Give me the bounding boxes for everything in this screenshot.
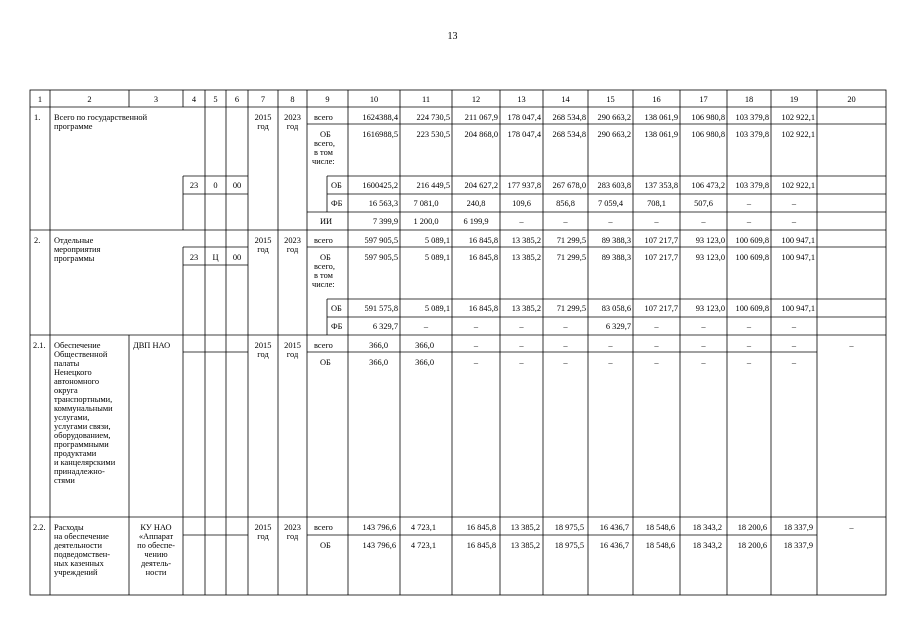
- value-cell: –: [849, 523, 854, 532]
- value-cell: –: [519, 322, 524, 331]
- value-cell: 16 845,8: [466, 541, 496, 550]
- value-cell: 100 609,8: [735, 304, 769, 313]
- value-cell: –: [701, 322, 706, 331]
- executor-line: «Аппарат: [138, 532, 174, 541]
- value-cell: 211 067,9: [464, 113, 498, 122]
- value-cell: 204 868,0: [464, 130, 498, 139]
- row-name-line: подведомствен-: [54, 550, 111, 559]
- header-cell: 7: [260, 95, 266, 104]
- value-cell: 16 436,7: [599, 541, 629, 550]
- value-cell: 6 329,7: [605, 322, 631, 331]
- value-cell: 16 436,7: [599, 523, 629, 532]
- value-cell: –: [791, 199, 797, 208]
- value-cell: 507,6: [694, 199, 713, 208]
- value-cell: –: [473, 341, 479, 350]
- value-cell: 6 199,9: [463, 217, 489, 226]
- header-cell: 14: [561, 95, 570, 104]
- value-cell: 93 123,0: [695, 304, 725, 313]
- executor-cell: ДВП НАО: [133, 341, 171, 350]
- value-cell: 591 575,8: [364, 304, 398, 313]
- source-cell: ОБ: [331, 304, 342, 313]
- value-cell: –: [791, 358, 797, 367]
- value-cell: 16 845,8: [468, 304, 498, 313]
- value-cell: –: [654, 322, 659, 331]
- value-cell: 102 922,1: [781, 130, 815, 139]
- value-cell: 13 385,2: [511, 253, 541, 262]
- header-cell: 8: [290, 95, 295, 104]
- source-cell: ОБ: [320, 130, 331, 139]
- value-cell: 143 796,6: [362, 541, 396, 550]
- row-name-line: программе: [54, 122, 93, 131]
- value-cell: 71 299,5: [556, 236, 586, 245]
- value-cell: 18 337,9: [783, 541, 813, 550]
- executor-line: чению: [144, 550, 168, 559]
- row-name-line: оборудованием,: [54, 431, 111, 440]
- row-name-line: услугами связи,: [54, 422, 111, 431]
- year-end: 2023: [284, 113, 301, 122]
- value-cell: 268 534,8: [552, 130, 586, 139]
- source-note: в том: [314, 148, 333, 157]
- value-cell: –: [519, 341, 524, 350]
- value-cell: 597 905,5: [364, 253, 398, 262]
- value-cell: 18 343,2: [692, 523, 722, 532]
- value-cell: 100 609,8: [735, 253, 769, 262]
- value-cell: 5 089,1: [424, 304, 450, 313]
- header-cell: 6: [234, 95, 240, 104]
- header-cell: 11: [421, 95, 431, 104]
- header-cell: 12: [471, 95, 481, 104]
- value-cell: 6 329,7: [372, 322, 398, 331]
- value-cell: 138 061,9: [644, 130, 678, 139]
- value-cell: 5 089,1: [424, 253, 450, 262]
- header-cell: 1: [37, 95, 43, 104]
- value-cell: 1600425,2: [362, 181, 398, 190]
- header-cell: 15: [606, 95, 615, 104]
- value-cell: 177 937,8: [507, 181, 541, 190]
- value-cell: 100 947,1: [781, 304, 815, 313]
- value-cell: 71 299,5: [556, 253, 586, 262]
- value-cell: 106 473,2: [691, 181, 725, 190]
- code-cell: 00: [232, 181, 242, 190]
- code-cell: 23: [189, 181, 199, 190]
- header-cell: 10: [369, 95, 379, 104]
- value-cell: 1624388,4: [362, 113, 398, 122]
- executor-line: по обеспе-: [137, 541, 175, 550]
- year-word: год: [286, 122, 299, 131]
- row-number: 2.1.: [33, 341, 46, 350]
- value-cell: 204 627,2: [464, 181, 498, 190]
- value-cell: 93 123,0: [695, 253, 725, 262]
- value-cell: 102 922,1: [781, 113, 815, 122]
- value-cell: 7 059,4: [597, 199, 624, 208]
- source-note: всего,: [314, 262, 335, 271]
- value-cell: 89 388,3: [601, 236, 631, 245]
- value-cell: –: [746, 341, 752, 350]
- value-cell: 223 530,5: [416, 130, 450, 139]
- row-name-line: продуктами: [54, 449, 97, 458]
- value-cell: –: [563, 341, 568, 350]
- value-cell: –: [746, 217, 752, 226]
- year-end: 2023: [284, 523, 301, 532]
- value-cell: 100 947,1: [781, 236, 815, 245]
- row-name-line: и канцелярскими: [54, 458, 116, 467]
- source-note: всего,: [314, 139, 335, 148]
- value-cell: 268 534,8: [552, 113, 586, 122]
- value-cell: 106 980,8: [691, 113, 725, 122]
- value-cell: 16 845,8: [468, 236, 498, 245]
- value-cell: 83 058,6: [601, 304, 631, 313]
- row-name-line: Ненецкого: [54, 368, 92, 377]
- year-start: 2015: [254, 113, 272, 122]
- row-number: 2.2.: [33, 523, 46, 532]
- row-name-line: программы: [54, 254, 95, 263]
- row-name-line: транспортными,: [54, 395, 113, 404]
- value-cell: 137 353,8: [644, 181, 678, 190]
- row-name-line: стями: [54, 476, 75, 485]
- value-cell: –: [608, 358, 613, 367]
- source-note: в том: [314, 271, 333, 280]
- row-name-line: учреждений: [54, 568, 98, 577]
- value-cell: –: [654, 217, 659, 226]
- value-cell: –: [519, 358, 524, 367]
- value-cell: –: [608, 217, 613, 226]
- value-cell: 856,8: [556, 199, 575, 208]
- source-cell: ФБ: [331, 199, 343, 208]
- source-cell: всего: [314, 523, 333, 532]
- value-cell: 107 217,7: [644, 236, 678, 245]
- value-cell: –: [849, 341, 854, 350]
- value-cell: –: [654, 341, 659, 350]
- source-cell: ОБ: [320, 253, 331, 262]
- value-cell: –: [746, 358, 752, 367]
- header-cell: 19: [789, 95, 799, 104]
- year-word: год: [257, 350, 269, 359]
- value-cell: –: [608, 341, 613, 350]
- value-cell: 283 603,8: [597, 181, 631, 190]
- value-cell: 224 730,5: [416, 113, 450, 122]
- year-word: год: [257, 122, 269, 131]
- value-cell: 7 081,0: [413, 199, 439, 208]
- year-start: 2015: [254, 341, 272, 350]
- value-cell: 18 975,5: [554, 541, 584, 550]
- value-cell: 138 061,9: [644, 113, 678, 122]
- code-cell: Ц: [212, 253, 219, 262]
- source-cell: всего: [314, 113, 333, 122]
- value-cell: –: [791, 322, 797, 331]
- row-name-line: автономного: [54, 377, 100, 386]
- value-cell: 1616988,5: [362, 130, 398, 139]
- source-note: числе:: [312, 157, 335, 166]
- year-word: год: [257, 245, 269, 254]
- code-cell: 23: [189, 253, 199, 262]
- value-cell: 18 200,6: [737, 541, 767, 550]
- header-cell: 17: [699, 95, 708, 104]
- code-cell: 00: [232, 253, 242, 262]
- value-cell: 103 379,8: [735, 113, 769, 122]
- value-cell: 93 123,0: [695, 236, 725, 245]
- value-cell: 366,0: [369, 358, 388, 367]
- value-cell: 366,0: [369, 341, 388, 350]
- value-cell: 216 449,5: [416, 181, 450, 190]
- value-cell: –: [423, 322, 429, 331]
- value-cell: 18 337,9: [783, 523, 813, 532]
- value-cell: 18 200,6: [737, 523, 767, 532]
- value-cell: 18 343,2: [692, 541, 722, 550]
- value-cell: 7 399,9: [372, 217, 398, 226]
- row-name-line: округа: [54, 386, 78, 395]
- value-cell: 708,1: [647, 199, 666, 208]
- executor-line: ности: [145, 568, 167, 577]
- source-note: числе:: [312, 280, 335, 289]
- source-cell: всего: [314, 236, 333, 245]
- value-cell: 267 678,0: [552, 181, 586, 190]
- row-name-line: Обеспечение: [54, 341, 101, 350]
- year-start: 2015: [254, 523, 272, 532]
- value-cell: 100 947,1: [781, 253, 815, 262]
- source-cell: ОБ: [331, 181, 342, 190]
- value-cell: 366,0: [415, 358, 434, 367]
- value-cell: –: [791, 217, 797, 226]
- value-cell: 16 563,3: [368, 199, 398, 208]
- value-cell: 240,8: [466, 199, 486, 208]
- row-name-line: палаты: [54, 359, 80, 368]
- row-name-line: коммунальными: [54, 404, 113, 413]
- value-cell: 178 047,4: [507, 130, 541, 139]
- row-name-line: принадлежно-: [54, 467, 105, 476]
- row-name-line: мероприятия: [54, 245, 101, 254]
- header-cell: 13: [517, 95, 526, 104]
- value-cell: –: [563, 322, 568, 331]
- year-end: 2015: [284, 341, 301, 350]
- value-cell: –: [654, 358, 659, 367]
- value-cell: –: [563, 217, 568, 226]
- header-cell: 5: [213, 95, 218, 104]
- value-cell: 16 845,8: [466, 523, 496, 532]
- value-cell: –: [473, 322, 479, 331]
- value-cell: 143 796,6: [362, 523, 396, 532]
- value-cell: 4 723,1: [410, 523, 436, 532]
- header-cell: 4: [191, 95, 197, 104]
- year-word: год: [286, 245, 299, 254]
- value-cell: 102 922,1: [781, 181, 815, 190]
- row-name-line: программными: [54, 440, 109, 449]
- value-cell: 5 089,1: [424, 236, 450, 245]
- value-cell: –: [746, 199, 752, 208]
- value-cell: 89 388,3: [601, 253, 631, 262]
- row-name-line: Отдельные: [54, 236, 94, 245]
- value-cell: 103 379,8: [735, 181, 769, 190]
- row-number: 2.: [34, 236, 41, 245]
- value-cell: 18 975,5: [554, 523, 584, 532]
- value-cell: 107 217,7: [644, 253, 678, 262]
- code-cell: 0: [213, 181, 218, 190]
- year-word: год: [286, 532, 299, 541]
- row-number: 1.: [34, 113, 41, 122]
- executor-line: деятель-: [141, 559, 171, 568]
- row-name-line: Всего по государственной: [54, 113, 148, 122]
- value-cell: –: [701, 217, 706, 226]
- value-cell: 18 548,6: [645, 523, 675, 532]
- value-cell: 103 379,8: [735, 130, 769, 139]
- value-cell: 107 217,7: [644, 304, 678, 313]
- value-cell: –: [473, 358, 479, 367]
- value-cell: 71 299,5: [556, 304, 586, 313]
- value-cell: 178 047,4: [507, 113, 541, 122]
- value-cell: 290 663,2: [597, 113, 631, 122]
- header-cell: 2: [87, 95, 92, 104]
- page-number: 13: [447, 31, 458, 42]
- value-cell: 13 385,2: [510, 523, 540, 532]
- header-cell: 3: [153, 95, 159, 104]
- value-cell: 13 385,2: [511, 304, 541, 313]
- value-cell: –: [563, 358, 568, 367]
- value-cell: 597 905,5: [364, 236, 398, 245]
- source-cell: ИИ: [320, 217, 333, 226]
- value-cell: 13 385,2: [510, 541, 540, 550]
- value-cell: 100 609,8: [735, 236, 769, 245]
- value-cell: 16 845,8: [468, 253, 498, 262]
- row-name-line: ных казенных: [54, 559, 104, 568]
- header-cell: 9: [325, 95, 330, 104]
- header-cell: 20: [847, 95, 856, 104]
- value-cell: 106 980,8: [691, 130, 725, 139]
- row-name-line: деятельности: [54, 541, 102, 550]
- value-cell: –: [791, 341, 797, 350]
- value-cell: –: [746, 322, 752, 331]
- row-name-line: услугами,: [54, 413, 90, 422]
- value-cell: 1 200,0: [413, 217, 439, 226]
- year-word: год: [286, 350, 299, 359]
- year-end: 2023: [284, 236, 301, 245]
- value-cell: 13 385,2: [511, 236, 541, 245]
- row-name-line: на обеспечение: [54, 532, 109, 541]
- header-cell: 18: [744, 95, 754, 104]
- source-cell: ОБ: [320, 358, 331, 367]
- value-cell: 109,6: [512, 199, 531, 208]
- value-cell: 290 663,2: [597, 130, 631, 139]
- source-cell: всего: [314, 341, 333, 350]
- value-cell: 366,0: [415, 341, 434, 350]
- value-cell: 18 548,6: [645, 541, 675, 550]
- row-name-line: Расходы: [54, 523, 84, 532]
- row-name-line: Общественной: [54, 350, 108, 359]
- value-cell: –: [701, 358, 706, 367]
- value-cell: –: [519, 217, 524, 226]
- source-cell: ФБ: [331, 322, 343, 331]
- executor-line: КУ НАО: [140, 523, 172, 532]
- source-cell: ОБ: [320, 541, 331, 550]
- value-cell: –: [701, 341, 706, 350]
- year-word: год: [257, 532, 269, 541]
- value-cell: 4 723,1: [410, 541, 436, 550]
- year-start: 2015: [254, 236, 272, 245]
- header-cell: 16: [652, 95, 661, 104]
